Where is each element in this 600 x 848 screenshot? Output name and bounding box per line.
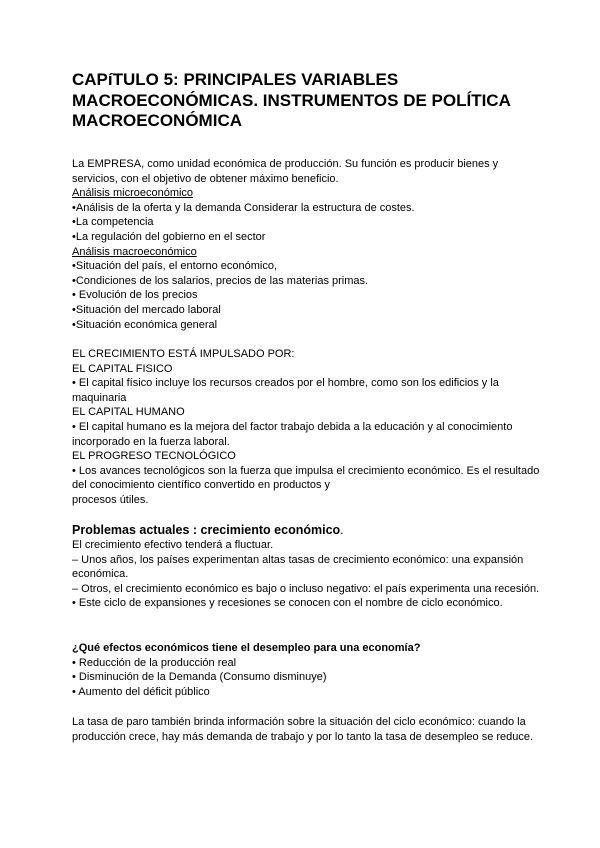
capital-humano-text: • El capital humano es la mejora del factor trabajo debida a la educación y al conocimiento incorporado en la fuerza laboral.	[72, 420, 513, 448]
unemployment-section	[72, 641, 542, 699]
macro-item: • Evolución de los precios	[72, 289, 198, 302]
empresa-paragraph: La EMPRESA, como unidad económica de producción. Su función es producir bienes y servicios, con el objetivo de obtener máximo beneficio.	[72, 158, 499, 185]
problems-section	[72, 522, 542, 611]
macro-item: •Situación del país, el entorno económico,	[72, 260, 278, 273]
unemployment-heading: ¿Qué efectos económicos tiene el desempleo para una economía?	[72, 642, 421, 654]
problems-heading-dot: .	[340, 523, 344, 537]
macro-item: •Condiciones de los salarios, precios de las materias primas.	[72, 274, 369, 287]
problems-heading-text: Problemas actuales : crecimiento económico	[72, 523, 341, 537]
macro-heading: Análisis macroeconómico	[72, 245, 197, 258]
problems-line: El crecimiento efectivo tenderá a fluctuar.	[72, 539, 274, 551]
progreso-text: • Los avances tecnológicos son la fuerza que impulsa el crecimiento económico. Es el resultado del conocimiento científico convertido en productos y	[72, 464, 540, 492]
micro-item: •Análisis de la oferta y la demanda Considerar la estructura de costes.	[72, 201, 415, 214]
unemployment-item: • Disminución de la Demanda (Consumo disminuye)	[72, 671, 327, 684]
micro-item: •La regulación del gobierno en el sector	[72, 230, 266, 243]
macro-item: •Situación del mercado laboral	[72, 303, 221, 316]
closing-section	[72, 715, 542, 744]
closing-paragraph: La tasa de paro también brinda información sobre la situación del ciclo económico: cuando la producción crece, hay más demanda de trabajo y por lo tanto la tasa de desempleo se reduce.	[72, 716, 534, 743]
growth-heading: EL CRECIMIENTO ESTÁ IMPULSADO POR:	[72, 348, 295, 360]
problems-line: • Este ciclo de expansiones y recesiones se conocen con el nombre de ciclo económico.	[72, 597, 503, 610]
micro-item: •La competencia	[72, 216, 154, 229]
problems-line: – Otros, el crecimiento económico es bajo o incluso negativo: el país experimenta una recesión.	[72, 582, 540, 595]
capital-fisico-text: • El capital físico incluye los recursos creados por el hombre, como son los edificios y la maquinaria	[72, 377, 499, 404]
problems-heading	[72, 522, 542, 538]
progreso-heading: EL PROGRESO TECNOLÓGICO	[72, 450, 236, 463]
micro-heading: Análisis microeconómico	[72, 187, 194, 200]
macro-item: •Situación económica general	[72, 318, 218, 331]
unemployment-item: • Reducción de la producción real	[72, 656, 237, 669]
progreso-text-end: procesos útiles.	[72, 493, 149, 506]
capital-humano-heading: EL CAPITAL HUMANO	[72, 406, 185, 419]
problems-line: – Unos años, los países experimentan altas tasas de crecimiento económico: una expansión económica.	[72, 553, 524, 581]
growth-section	[72, 347, 542, 508]
unemployment-item: • Aumento del déficit público	[72, 685, 210, 698]
capital-fisico-heading: EL CAPITAL FISICO	[72, 362, 173, 375]
intro-section	[72, 157, 542, 332]
chapter-title: CAPíTULO 5: PRINCIPALES VARIABLES MACROECONÓMICAS. INSTRUMENTOS DE POLÍTICA MACROECONÓMICA	[72, 70, 511, 130]
